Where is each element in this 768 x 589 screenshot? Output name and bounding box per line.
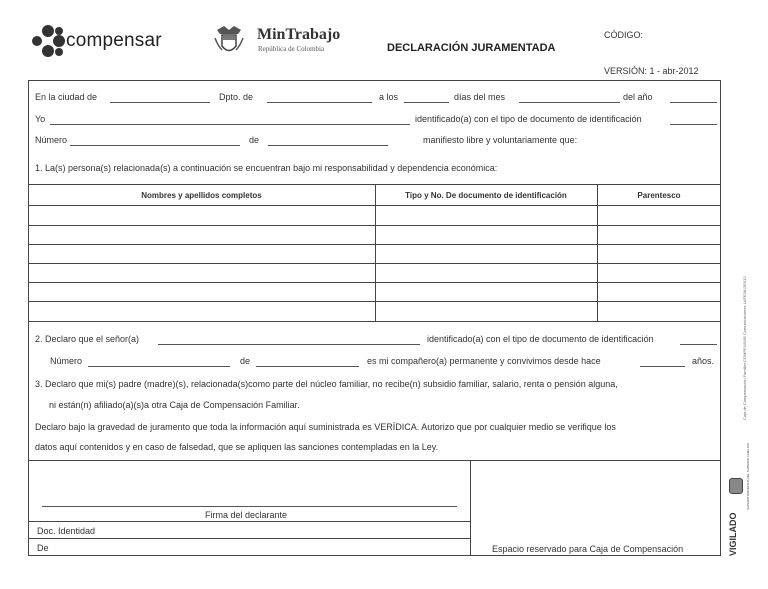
- field-month[interactable]: [519, 102, 620, 103]
- field-dpto[interactable]: [267, 102, 372, 103]
- item-2-text: 2. Declaro que el señor(a): [35, 334, 140, 344]
- page-title: DECLARACIÓN JURAMENTADA: [387, 42, 556, 54]
- superintendencia-icon: [729, 478, 743, 494]
- label-yo: Yo: [35, 114, 46, 124]
- label-dpto: Dpto. de: [219, 92, 254, 102]
- field-partner-de[interactable]: [256, 366, 359, 367]
- vigilado-label: VIGILADO: [728, 512, 738, 556]
- code-label: CÓDIGO:: [604, 30, 644, 40]
- field-partner-numero[interactable]: [88, 366, 230, 367]
- item-2-numero: Número: [50, 356, 83, 366]
- th-names: Nombres y apellidos completos: [141, 191, 262, 200]
- label-city: En la ciudad de: [35, 92, 98, 102]
- item-2-id-type: identificado(a) con el tipo de documento de identificación: [427, 334, 654, 344]
- field-de[interactable]: [268, 145, 388, 146]
- item-3-line-1: 3. Declaro que mi(s) padre (madre)(s), relacionada(s)como parte del núcleo familiar, no recibe(n) subsidio familiar, salario, renta o pensión alguna,: [35, 379, 618, 389]
- vigilado-seal: [726, 443, 750, 560]
- item-2-de: de: [240, 356, 251, 366]
- field-name[interactable]: [50, 124, 410, 125]
- label-days: a los: [379, 92, 399, 102]
- item-2-companion: es mi compañero(a) permanente y convivimos desde hace: [367, 356, 601, 366]
- label-de: de: [249, 135, 260, 145]
- compensar-logo: [30, 24, 180, 58]
- field-numero[interactable]: [70, 145, 240, 146]
- field-partner-id-type[interactable]: [680, 344, 717, 345]
- item-3-line-2: ni están(n) afiliado(a)(s)a otra Caja de Compensación Familiar.: [49, 400, 300, 410]
- label-year: del año: [623, 92, 653, 102]
- reserved-space-label: Espacio reservado para Caja de Compensación: [492, 544, 684, 554]
- ministry-name: MinTrabajo: [257, 26, 341, 43]
- label-id-type: identificado(a) con el tipo de documento de identificación: [415, 114, 642, 124]
- oath-line-1: Declaro bajo la gravedad de juramento que toda la información aquí suministrada es VERÍDICA. Autorizo que por cualquier medio se verifique los: [35, 422, 616, 432]
- ministry-sub: República de Colombia: [258, 45, 325, 53]
- signature-label: Firma del declarante: [205, 510, 288, 520]
- field-years[interactable]: [640, 366, 685, 367]
- label-month: días del mes: [454, 92, 506, 102]
- label-numero: Número: [35, 135, 68, 145]
- superintendencia-label: SUPERINTENDENCIA DEL SUBSIDIO FAMILIAR: [746, 443, 750, 510]
- side-vertical-text: Caja de Compensación Familiar COMPENSAR Comunicaciones LAFE08-DE012: [742, 276, 747, 420]
- version-label: VERSIÓN: 1 - abr-2012: [604, 66, 699, 76]
- th-document: Tipo y No. De documento de identificación: [405, 191, 567, 200]
- doc-identity-label: Doc. Identidad: [37, 526, 96, 536]
- oath-line-2: datos aquí contenidos y en caso de falsedad, que se apliquen las sanciones contempladas en la Ley.: [35, 442, 439, 452]
- label-manifest: manifiesto libre y voluntariamente que:: [423, 135, 578, 145]
- field-id-type[interactable]: [670, 124, 717, 125]
- ministry-logo: [212, 24, 362, 60]
- compensar-dots-icon: [30, 24, 66, 58]
- field-city[interactable]: [110, 102, 210, 103]
- de-label: De: [37, 543, 49, 553]
- item-2-years: años.: [692, 356, 715, 366]
- th-relationship: Parentesco: [637, 191, 681, 200]
- item-1-text: 1. La(s) persona(s) relacionada(s) a continuación se encuentran bajo mi responsabilidad y dependencia económica:: [35, 163, 498, 173]
- coat-of-arms-icon: [212, 24, 246, 58]
- field-year[interactable]: [670, 102, 717, 103]
- field-days[interactable]: [404, 102, 449, 103]
- signature-line[interactable]: [42, 506, 457, 507]
- brand-name: compensar: [66, 30, 162, 51]
- field-partner-name[interactable]: [158, 344, 420, 345]
